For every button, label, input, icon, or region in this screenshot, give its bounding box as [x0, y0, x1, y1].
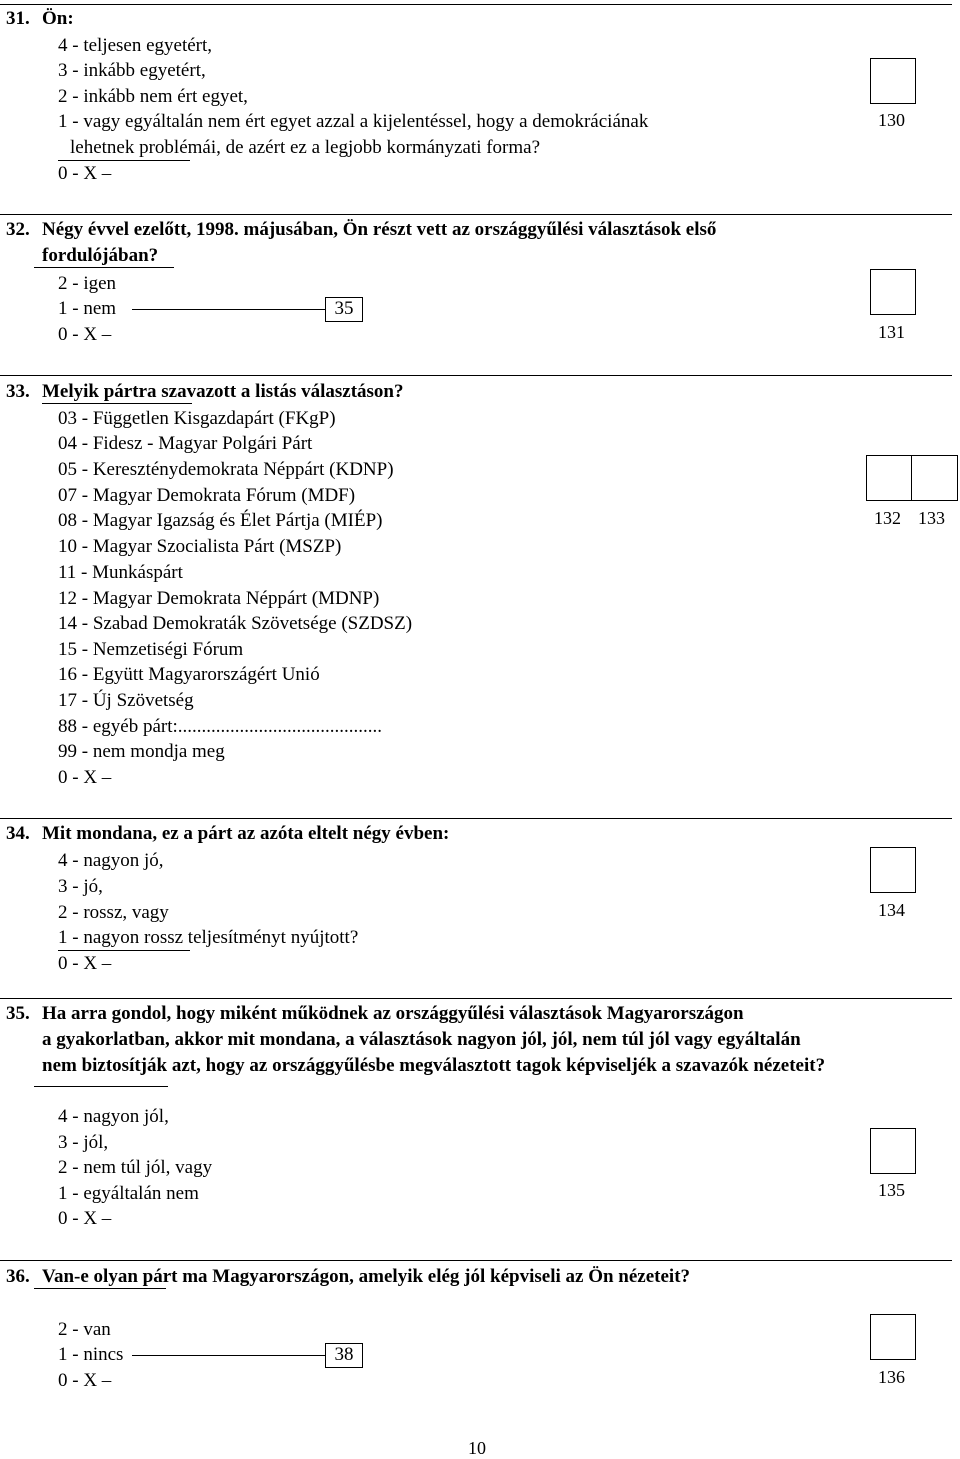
q36-option-0: 0 - X –	[58, 1370, 112, 1391]
q35-title-line3: nem biztosítják azt, hogy az országgyűlésbe megválasztott tagok képviseljék a szavazók nézeteit?	[42, 1055, 826, 1076]
q34-title: Mit mondana, ez a párt az azóta eltelt négy évben:	[42, 823, 450, 844]
q33-option-04: 04 - Fidesz - Magyar Polgári Párt	[58, 433, 313, 454]
q32-option-0: 0 - X –	[58, 324, 112, 345]
rule-q32	[0, 214, 952, 215]
q33-option-14: 14 - Szabad Demokraták Szövetsége (SZDSZ)	[58, 613, 413, 634]
q34-code: 134	[878, 900, 905, 920]
rule-q33	[0, 375, 952, 376]
q35-option-4: 4 - nagyon jól,	[58, 1106, 169, 1127]
rule-q34	[0, 818, 952, 819]
q31-option-1: 1 - vagy egyáltalán nem ért egyet azzal a kijelentéssel, hogy a demokráciának	[58, 111, 649, 132]
q35-code: 135	[878, 1180, 905, 1200]
q36-answer-box[interactable]	[870, 1314, 916, 1360]
q32-option-1: 1 - nem	[58, 298, 117, 319]
q33-option-99: 99 - nem mondja meg	[58, 741, 225, 762]
q32-number: 32.	[6, 219, 30, 240]
q35-title-line1: Ha arra gondol, hogy miként működnek az országgyűlési választások Magyarországon	[42, 1003, 744, 1024]
q36-option-2: 2 - van	[58, 1319, 111, 1340]
q31-title: Ön:	[42, 8, 74, 29]
q34-answer-box[interactable]	[870, 847, 916, 893]
q31-option-0: 0 - X –	[58, 163, 112, 184]
q33-option-15: 15 - Nemzetiségi Fórum	[58, 639, 244, 660]
q36-skip-line	[132, 1355, 326, 1356]
q36-code: 136	[878, 1367, 905, 1387]
q35-title-line2: a gyakorlatban, akkor mit mondana, a választások nagyon jól, jól, nem túl jól vagy egyáltalán	[42, 1029, 801, 1050]
q31-answer-box[interactable]	[870, 58, 916, 104]
q32-code: 131	[878, 322, 905, 342]
q36-number: 36.	[6, 1266, 30, 1287]
q33-number: 33.	[6, 381, 30, 402]
q33-option-16: 16 - Együtt Magyarországért Unió	[58, 664, 320, 685]
q35-answer-box[interactable]	[870, 1128, 916, 1174]
q34-option-0: 0 - X –	[58, 953, 112, 974]
q33-answer-box-b[interactable]	[911, 455, 958, 501]
page-number: 10	[468, 1438, 486, 1458]
q33-option-08: 08 - Magyar Igazság és Élet Pártja (MIÉP)	[58, 510, 383, 531]
q33-option-11: 11 - Munkáspárt	[58, 562, 183, 583]
q34-option-2: 2 - rossz, vagy	[58, 902, 169, 923]
q33-answer-box-a[interactable]	[866, 455, 913, 501]
q36-title: Van-e olyan párt ma Magyarországon, amelyik elég jól képviseli az Ön nézeteit?	[42, 1266, 691, 1287]
rule-q35	[0, 998, 952, 999]
q32-title-line2: fordulójában?	[42, 245, 159, 266]
q33-title-underline	[42, 403, 192, 404]
q34-option-4: 4 - nagyon jó,	[58, 850, 164, 871]
q31-number: 31.	[6, 8, 30, 29]
q35-option-2: 2 - nem túl jól, vagy	[58, 1157, 213, 1178]
q36-option-1: 1 - nincs	[58, 1344, 124, 1365]
q35-number: 35.	[6, 1003, 30, 1024]
q33-code-b: 133	[918, 508, 945, 528]
q35-option-3: 3 - jól,	[58, 1132, 109, 1153]
q32-skip-box: 35	[325, 297, 363, 322]
q36-skip-box: 38	[325, 1343, 363, 1368]
q33-option-0: 0 - X –	[58, 767, 112, 788]
q33-option-12: 12 - Magyar Demokrata Néppárt (MDNP)	[58, 588, 380, 609]
q32-title-line1: Négy évvel ezelőtt, 1998. májusában, Ön részt vett az országgyűlési választások első	[42, 219, 717, 240]
q35-underline	[34, 1086, 168, 1087]
q33-option-10: 10 - Magyar Szocialista Párt (MSZP)	[58, 536, 342, 557]
q32-skip-line	[132, 309, 326, 310]
q32-answer-box[interactable]	[870, 269, 916, 315]
q34-option-1: 1 - nagyon rossz teljesítményt nyújtott?	[58, 927, 359, 948]
q35-option-1: 1 - egyáltalán nem	[58, 1183, 199, 1204]
q32-option-2: 2 - igen	[58, 273, 117, 294]
q31-option-3: 3 - inkább egyetért,	[58, 60, 206, 81]
q33-title: Melyik pártra szavazott a listás választáson?	[42, 381, 404, 402]
q31-code: 130	[878, 110, 905, 130]
q32-title-underline	[34, 267, 174, 268]
q31-option-4: 4 - teljesen egyetért,	[58, 35, 213, 56]
q31-option-2: 2 - inkább nem ért egyet,	[58, 86, 248, 107]
top-rule	[0, 4, 952, 5]
q34-option-3: 3 - jó,	[58, 876, 103, 897]
q34-number: 34.	[6, 823, 30, 844]
q33-option-88: 88 - egyéb párt:...........................................	[58, 716, 383, 737]
q35-option-0: 0 - X –	[58, 1208, 112, 1229]
q31-option-1-cont: lehetnek problémái, de azért ez a legjobb kormányzati forma?	[70, 137, 541, 158]
q33-code-a: 132	[874, 508, 901, 528]
q36-title-underline	[34, 1288, 166, 1289]
rule-q36	[0, 1260, 952, 1261]
q33-option-07: 07 - Magyar Demokrata Fórum (MDF)	[58, 485, 356, 506]
q33-option-05: 05 - Kereszténydemokrata Néppárt (KDNP)	[58, 459, 394, 480]
q33-option-17: 17 - Új Szövetség	[58, 690, 194, 711]
q33-option-03: 03 - Független Kisgazdapárt (FKgP)	[58, 408, 336, 429]
